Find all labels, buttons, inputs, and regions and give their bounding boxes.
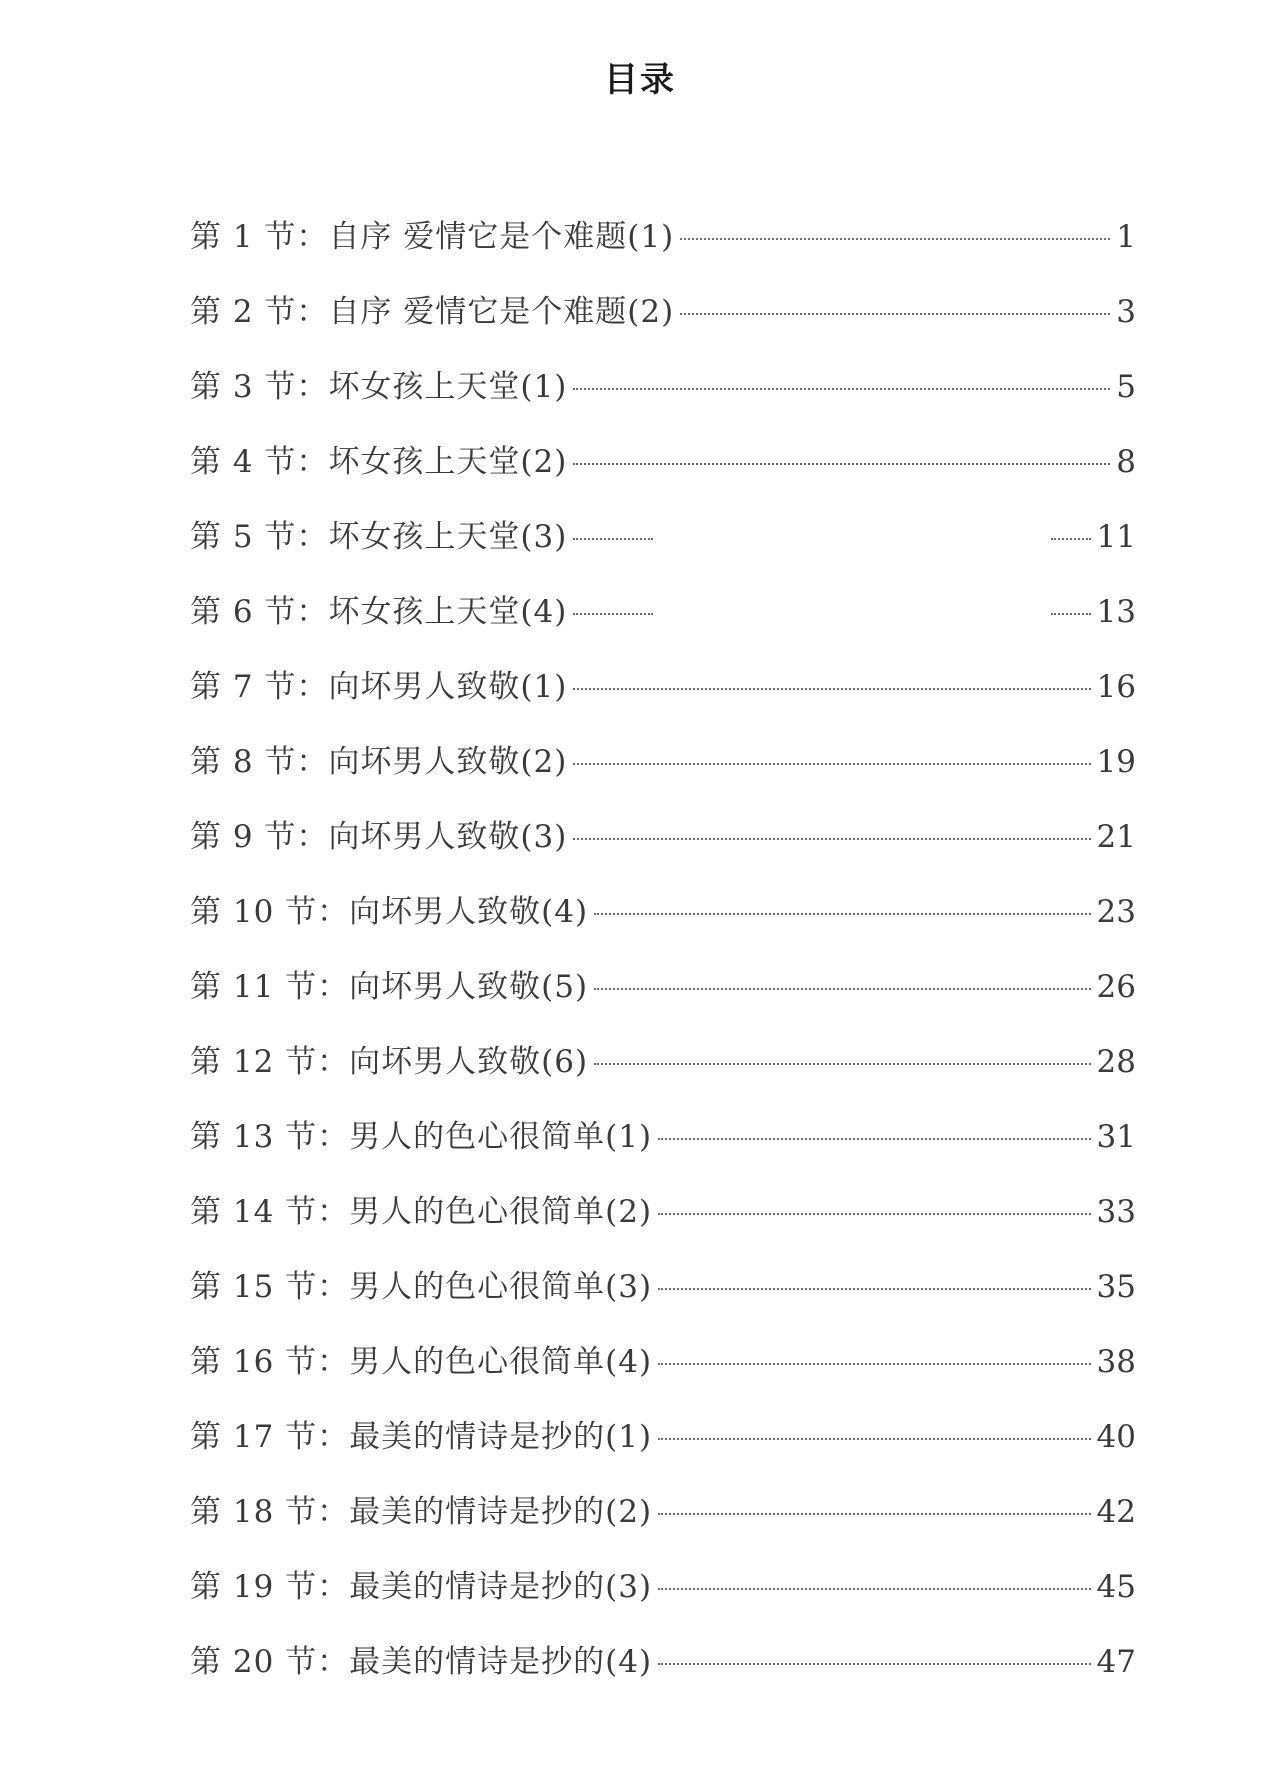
page-number: 23 [1096, 894, 1136, 930]
dot-leader [594, 988, 1090, 990]
page-number: 1 [1116, 219, 1136, 255]
dot-leader [658, 1513, 1090, 1515]
dot-leader [573, 463, 1110, 465]
dot-leader [680, 238, 1110, 240]
toc-entry[interactable] [190, 1550, 1136, 1625]
dot-leader [573, 388, 1110, 390]
section-title: 男人的色心很简单(3) [349, 1269, 653, 1305]
page-number: 45 [1096, 1569, 1136, 1605]
dot-leader [658, 1138, 1090, 1140]
dot-leader [658, 1663, 1090, 1665]
section-number: 第 18 节： [190, 1494, 350, 1530]
section-number: 第 7 节： [190, 669, 329, 705]
page-number: 47 [1096, 1644, 1136, 1680]
page-number: 31 [1096, 1119, 1136, 1155]
toc-entry[interactable] [190, 650, 1136, 725]
section-number: 第 4 节： [190, 444, 329, 480]
section-number: 第 16 节： [190, 1344, 350, 1380]
section-number: 第 5 节： [190, 519, 329, 555]
dot-leader [594, 1063, 1090, 1065]
toc-entry[interactable] [190, 800, 1136, 875]
toc-entry[interactable] [190, 1250, 1136, 1325]
section-title: 坏女孩上天堂(4) [328, 594, 568, 630]
section-number: 第 1 节： [190, 219, 329, 255]
page-number: 8 [1116, 444, 1136, 480]
toc-entry[interactable] [190, 350, 1136, 425]
dot-leader [658, 1288, 1090, 1290]
toc-entry[interactable] [190, 575, 1136, 650]
toc-entry[interactable] [190, 725, 1136, 800]
section-title: 自序 爱情它是个难题(1) [328, 219, 675, 255]
dot-leader [573, 688, 1090, 690]
toc-entry[interactable] [190, 275, 1136, 350]
toc-entry[interactable] [190, 1175, 1136, 1250]
section-title: 最美的情诗是抄的(3) [349, 1569, 653, 1605]
toc-entry[interactable] [190, 1475, 1136, 1550]
page-number: 16 [1096, 669, 1136, 705]
dot-leader [680, 313, 1110, 315]
section-number: 第 3 节： [190, 369, 329, 405]
section-title: 向坏男人致敬(5) [349, 969, 589, 1005]
page-number: 40 [1096, 1419, 1136, 1455]
dot-leader [658, 1363, 1090, 1365]
section-title: 向坏男人致敬(4) [349, 894, 589, 930]
section-title: 向坏男人致敬(1) [328, 669, 568, 705]
toc-entry[interactable] [190, 1325, 1136, 1400]
section-title: 最美的情诗是抄的(2) [349, 1494, 653, 1530]
page-number: 26 [1096, 969, 1136, 1005]
section-title: 坏女孩上天堂(3) [328, 519, 568, 555]
page-number: 21 [1096, 819, 1136, 855]
dot-leader [594, 913, 1090, 915]
section-number: 第 13 节： [190, 1119, 350, 1155]
section-number: 第 6 节： [190, 594, 329, 630]
toc-entry[interactable] [190, 500, 1136, 575]
toc-entry[interactable] [190, 200, 1136, 275]
section-title: 男人的色心很简单(4) [349, 1344, 653, 1380]
section-title: 自序 爱情它是个难题(2) [328, 294, 675, 330]
section-title: 向坏男人致敬(6) [349, 1044, 589, 1080]
page-number: 35 [1096, 1269, 1136, 1305]
page-number: 19 [1096, 744, 1136, 780]
page-number: 13 [1096, 594, 1136, 630]
section-number: 第 2 节： [190, 294, 329, 330]
section-number: 第 11 节： [190, 969, 350, 1005]
toc-entry[interactable] [190, 950, 1136, 1025]
section-number: 第 19 节： [190, 1569, 350, 1605]
section-number: 第 9 节： [190, 819, 329, 855]
toc-entry[interactable] [190, 1025, 1136, 1100]
section-title: 向坏男人致敬(3) [328, 819, 568, 855]
toc-entry[interactable] [190, 1400, 1136, 1475]
section-number: 第 20 节： [190, 1644, 350, 1680]
dot-leader [658, 1588, 1090, 1590]
toc-entry[interactable] [190, 1100, 1136, 1175]
page-number: 38 [1096, 1344, 1136, 1380]
section-number: 第 14 节： [190, 1194, 350, 1230]
dot-leader [573, 613, 1090, 615]
section-number: 第 12 节： [190, 1044, 350, 1080]
section-number: 第 8 节： [190, 744, 329, 780]
section-number: 第 15 节： [190, 1269, 350, 1305]
dot-leader [658, 1438, 1090, 1440]
page-number: 42 [1096, 1494, 1136, 1530]
page-number: 11 [1096, 519, 1136, 555]
toc-entry[interactable] [190, 425, 1136, 500]
dot-leader [573, 838, 1090, 840]
page-number: 28 [1096, 1044, 1136, 1080]
dot-leader [573, 538, 1090, 540]
page-number: 3 [1116, 294, 1136, 330]
page-number: 33 [1096, 1194, 1136, 1230]
dot-leader [573, 763, 1090, 765]
section-title: 坏女孩上天堂(2) [328, 444, 568, 480]
section-number: 第 10 节： [190, 894, 350, 930]
section-title: 最美的情诗是抄的(4) [349, 1644, 653, 1680]
page-title: 目录 [604, 60, 676, 100]
dot-leader [658, 1213, 1090, 1215]
toc-entry[interactable] [190, 875, 1136, 950]
page-number: 5 [1116, 369, 1136, 405]
section-number: 第 17 节： [190, 1419, 350, 1455]
table-of-contents [190, 200, 1136, 1700]
section-title: 向坏男人致敬(2) [328, 744, 568, 780]
section-title: 男人的色心很简单(1) [349, 1119, 653, 1155]
toc-entry[interactable] [190, 1625, 1136, 1700]
section-title: 坏女孩上天堂(1) [328, 369, 568, 405]
section-title: 最美的情诗是抄的(1) [349, 1419, 653, 1455]
section-title: 男人的色心很简单(2) [349, 1194, 653, 1230]
